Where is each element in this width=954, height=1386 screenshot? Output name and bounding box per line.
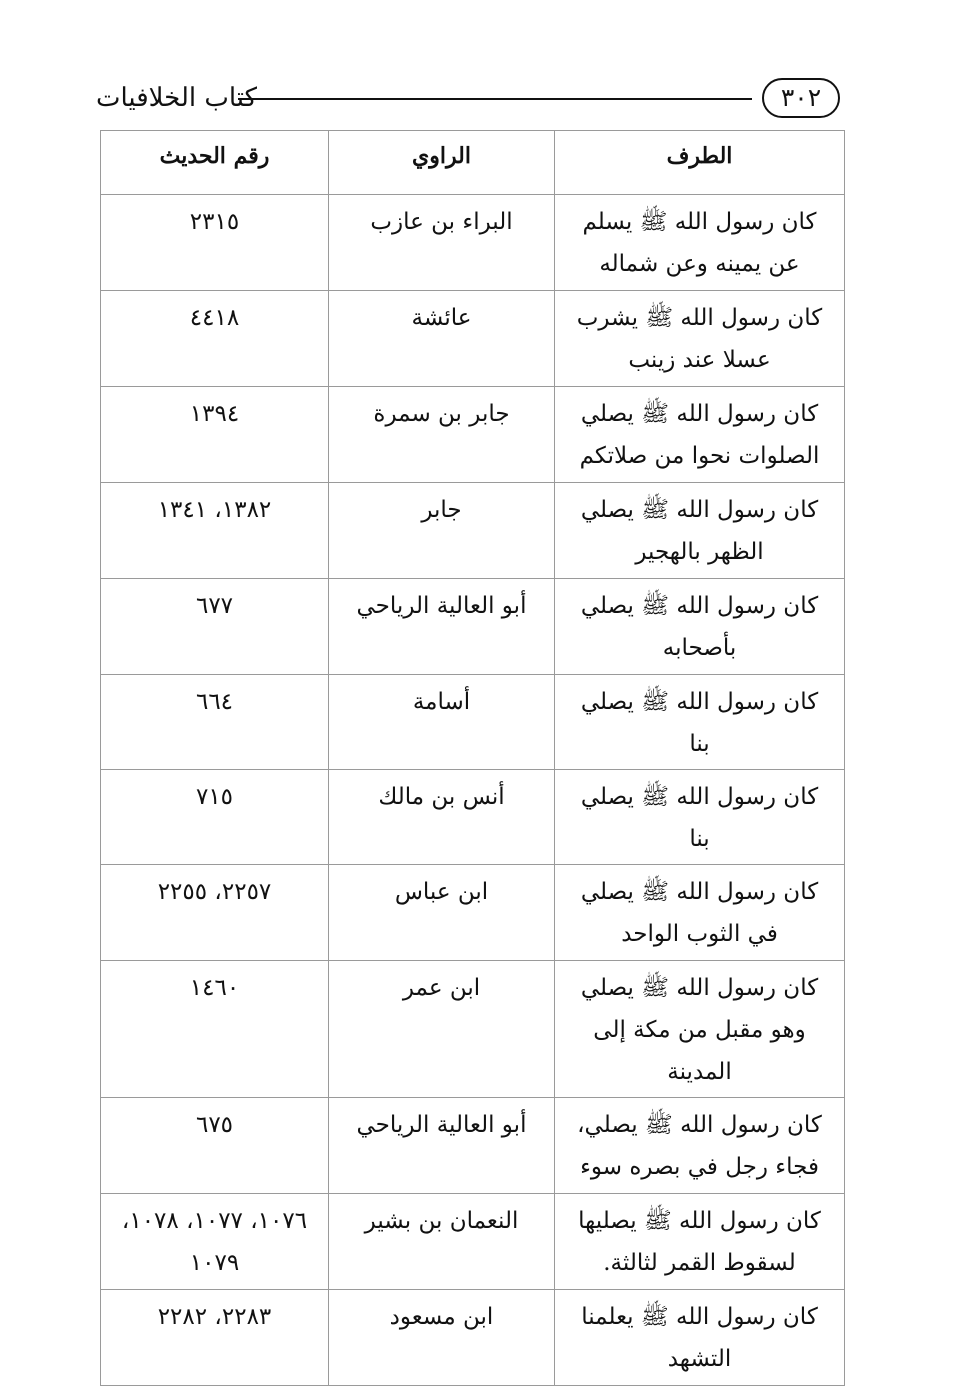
hadith-number-cell: ٦٦٤ [101, 675, 329, 770]
rawi-cell: أبو العالية الرياحي [329, 579, 555, 675]
rawi-cell: البراء بن عازب [329, 195, 555, 291]
hadith-index-table [100, 130, 845, 1386]
rawi-cell: أبو العالية الرياحي [329, 1098, 555, 1194]
table-row [101, 483, 845, 579]
hadith-number-cell: ٢٣١٥ [101, 195, 329, 291]
column-header-number: رقم الحديث [101, 131, 329, 195]
hadith-number-cell: ٧١٥ [101, 770, 329, 865]
tarf-cell: كان رسول الله ﷺ يسلم عن يمينه وعن شماله [555, 195, 845, 291]
book-title: كتاب الخلافيات [96, 83, 258, 113]
tarf-cell: كان رسول الله ﷺ يصلي بنا [555, 770, 845, 865]
hadith-number-cell: ٢٢٨٣، ٢٢٨٢ [101, 1290, 329, 1386]
table-row [101, 865, 845, 961]
table-row [101, 579, 845, 675]
table-row [101, 387, 845, 483]
tarf-cell: كان رسول الله ﷺ يعلمنا التشهد [555, 1290, 845, 1386]
table-row [101, 770, 845, 865]
table-row [101, 195, 845, 291]
rawi-cell: ابن عمر [329, 961, 555, 1098]
hadith-number-cell: ٤٤١٨ [101, 291, 329, 387]
tarf-cell: كان رسول الله ﷺ يصلي، فجاء رجل في بصره سوء [555, 1098, 845, 1194]
table-row [101, 1194, 845, 1290]
table-header-row [101, 131, 845, 195]
hadith-number-cell: ٢٢٥٧، ٢٢٥٥ [101, 865, 329, 961]
table-row [101, 961, 845, 1098]
tarf-cell: كان رسول الله ﷺ يصلي وهو مقبل من مكة إلى المدينة [555, 961, 845, 1098]
page-header [96, 74, 844, 126]
rawi-cell: أسامة [329, 675, 555, 770]
tarf-cell: كان رسول الله ﷺ يصلي بأصحابه [555, 579, 845, 675]
hadith-number-cell: ١٤٦٠ [101, 961, 329, 1098]
table-row [101, 675, 845, 770]
hadith-number-cell: ١٠٧٦، ١٠٧٧، ١٠٧٨، ١٠٧٩ [101, 1194, 329, 1290]
header-divider [238, 98, 752, 100]
table-row [101, 291, 845, 387]
rawi-cell: عائشة [329, 291, 555, 387]
hadith-number-cell: ١٣٩٤ [101, 387, 329, 483]
column-header-rawi: الراوي [329, 131, 555, 195]
rawi-cell: ابن مسعود [329, 1290, 555, 1386]
rawi-cell: أنس بن مالك [329, 770, 555, 865]
table-row [101, 1098, 845, 1194]
rawi-cell: النعمان بن بشير [329, 1194, 555, 1290]
table-row [101, 1290, 845, 1386]
rawi-cell: جابر بن سمرة [329, 387, 555, 483]
page-number: ٣٠٢ [762, 78, 840, 118]
tarf-cell: كان رسول الله ﷺ يصليها لسقوط القمر لثالثة. [555, 1194, 845, 1290]
tarf-cell: كان رسول الله ﷺ يصلي في الثوب الواحد [555, 865, 845, 961]
rawi-cell: جابر [329, 483, 555, 579]
rawi-cell: ابن عباس [329, 865, 555, 961]
tarf-cell: كان رسول الله ﷺ يصلي بنا [555, 675, 845, 770]
tarf-cell: كان رسول الله ﷺ يصلي الصلوات نحوا من صلاتكم [555, 387, 845, 483]
hadith-number-cell: ٦٧٧ [101, 579, 329, 675]
hadith-number-cell: ١٣٨٢، ١٣٤١ [101, 483, 329, 579]
tarf-cell: كان رسول الله ﷺ يشرب عسلا عند زينب [555, 291, 845, 387]
tarf-cell: كان رسول الله ﷺ يصلي الظهر بالهجير [555, 483, 845, 579]
column-header-tarf: الطرف [555, 131, 845, 195]
hadith-number-cell: ٦٧٥ [101, 1098, 329, 1194]
